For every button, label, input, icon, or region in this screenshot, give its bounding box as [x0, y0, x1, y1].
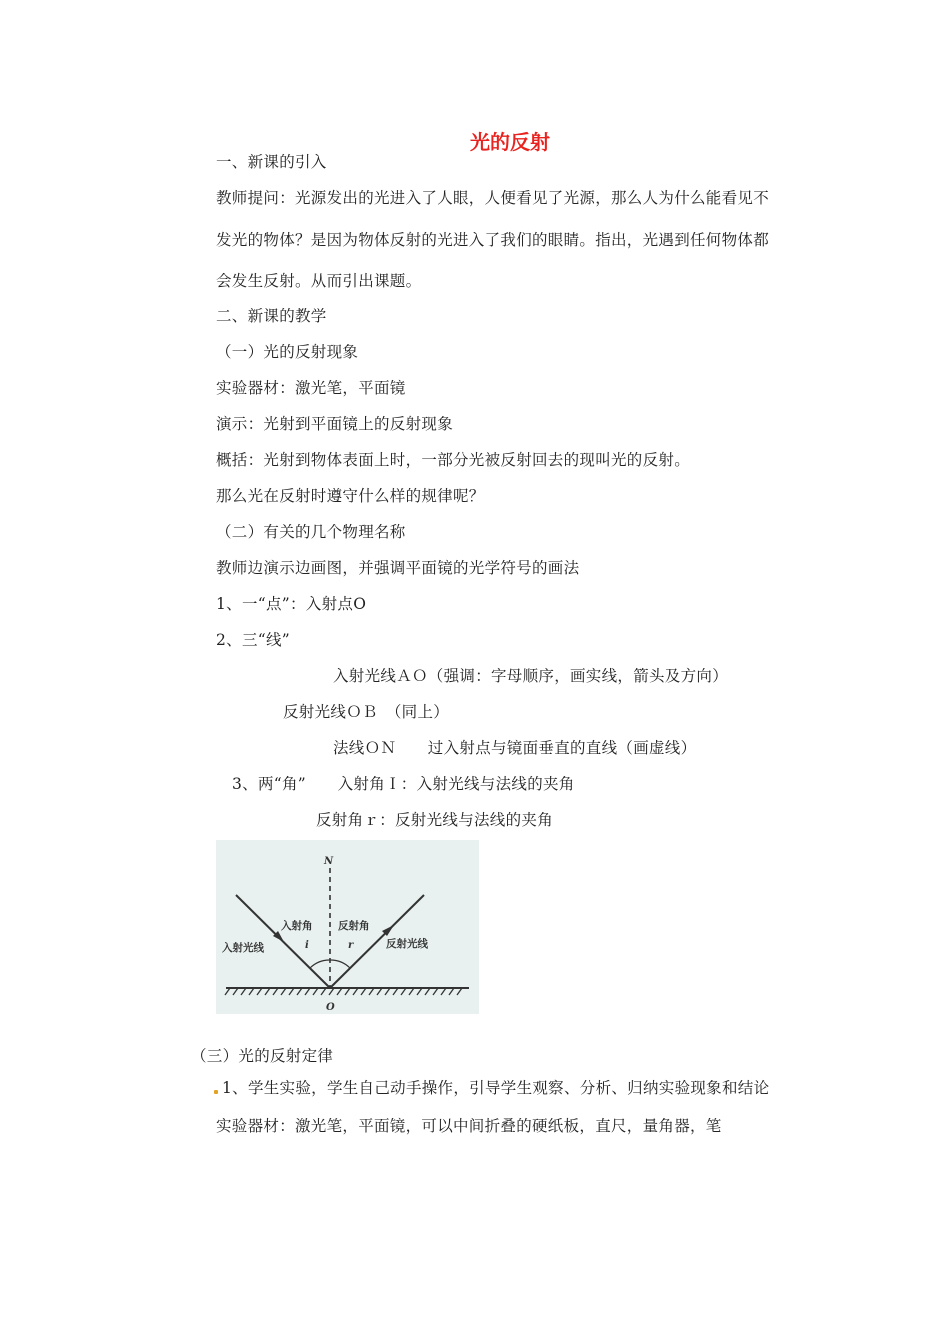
list-item: 2、三“线” [216, 631, 291, 649]
subsection-heading: （三）光的反射定律 [191, 1047, 334, 1065]
list-item: 1、一“点”：入射点O [216, 595, 367, 613]
reflected-angle-symbol: r [348, 940, 354, 951]
point-label: O [326, 1002, 335, 1013]
paragraph-line: 发光的物体？是因为物体反射的光进入了我们的眼睛。指出，光遇到任何物体都 [216, 231, 770, 249]
paragraph-line: 实验器材：激光笔，平面镜 [216, 379, 406, 397]
normal-label: N [324, 856, 334, 867]
subsection-heading: （二）有关的几个物理名称 [216, 523, 406, 541]
incident-angle-symbol: i [305, 940, 309, 951]
paragraph-line: 教师边演示边画图，并强调平面镜的光学符号的画法 [216, 559, 580, 577]
list-item: 1、学生实验，学生自己动手操作，引导学生观察、分析、归纳实验现象和结论 [222, 1079, 770, 1097]
paragraph-line: 教师提问：光源发出的光进入了人眼，人便看见了光源，那么人为什么能看见不 [216, 189, 770, 207]
reflected-ray-label: 反射光线 [386, 938, 428, 950]
paragraph-line: 概括：光射到物体表面上时，一部分光被反射回去的现叫光的反射。 [216, 451, 691, 469]
section-heading-teaching: 二、新课的教学 [216, 307, 327, 325]
list-item: 3、两“角” 入射角Ｉ：入射光线与法线的夹角 [232, 775, 575, 793]
reflected-angle-label: 反射角 [338, 920, 370, 932]
paragraph-line: 演示：光射到平面镜上的反射现象 [216, 415, 454, 433]
paragraph-line: 会发生反射。从而引出课题。 [216, 272, 422, 290]
section-heading-intro: 一、新课的引入 [216, 153, 327, 171]
page-title: 光的反射 [470, 130, 550, 154]
subsection-heading: （一）光的反射现象 [216, 343, 359, 361]
paragraph-line: 那么光在反射时遵守什么样的规律呢？ [216, 487, 485, 505]
incident-angle-label: 入射角 [281, 920, 313, 932]
mirror-hatching [225, 988, 462, 995]
annotation-mark [214, 1090, 218, 1094]
incident-ray-label: 入射光线 [222, 942, 264, 954]
reflected-angle-arc [330, 960, 350, 968]
reflection-diagram [216, 840, 479, 1014]
reflection-diagram-svg [216, 840, 479, 1014]
definition-line: 法线ＯＮ 过入射点与镜面垂直的直线（画虚线） [333, 739, 697, 757]
definition-line: 入射光线ＡＯ（强调：字母顺序，画实线，箭头及方向） [333, 667, 729, 685]
definition-line: 反射角ｒ：反射光线与法线的夹角 [316, 811, 554, 829]
paragraph-line: 实验器材：激光笔，平面镜，可以中间折叠的硬纸板，直尺，量角器，笔 [216, 1117, 722, 1135]
incident-angle-arc [310, 960, 330, 968]
definition-line: 反射光线ＯＢ （同上） [283, 703, 450, 721]
